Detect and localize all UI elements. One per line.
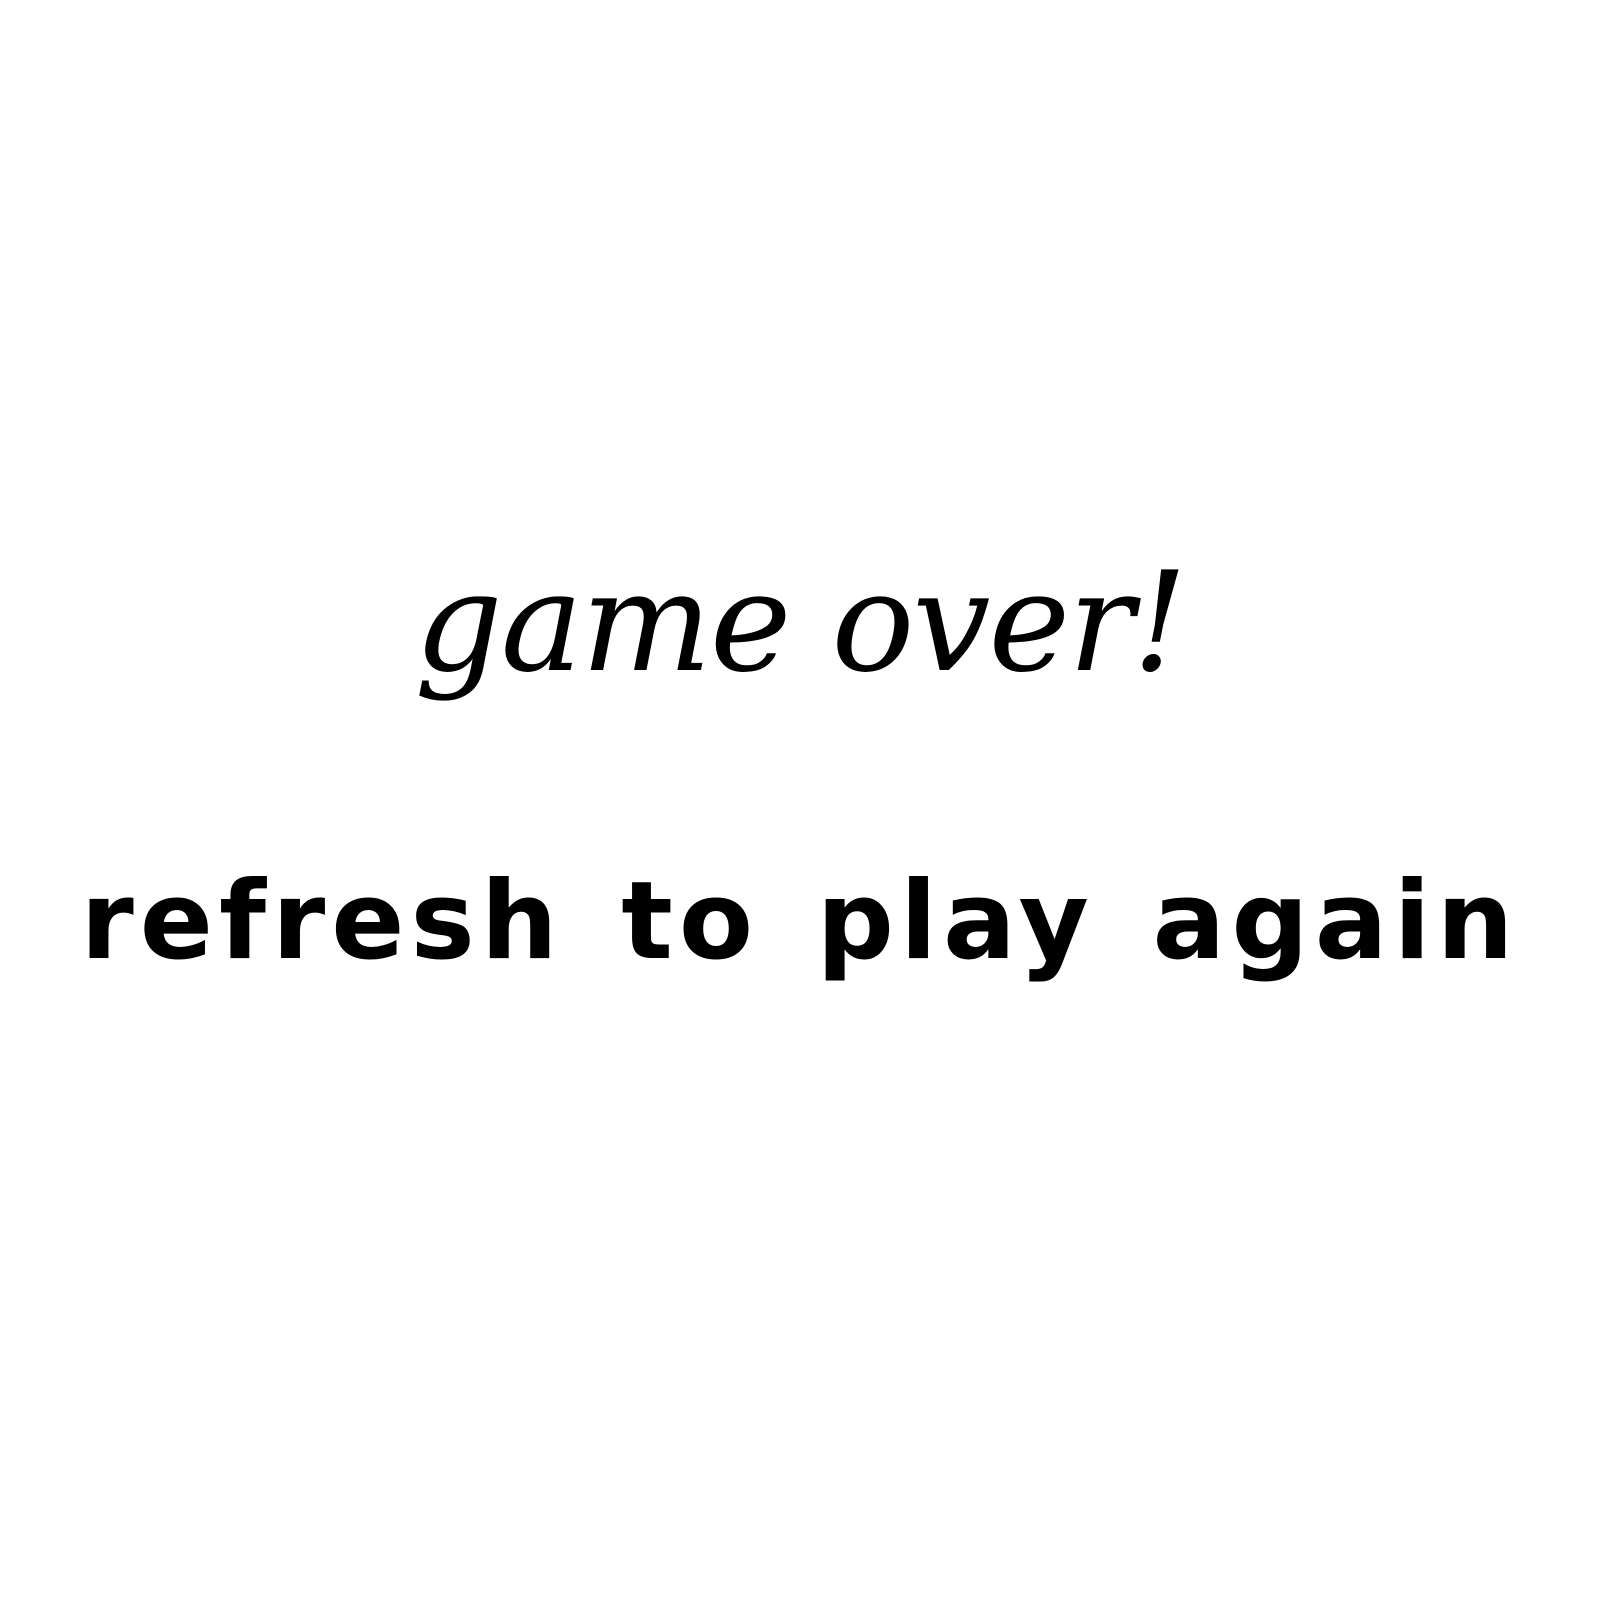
game-over-title: game over!	[414, 542, 1186, 703]
refresh-instruction: refresh to play again	[80, 859, 1520, 984]
